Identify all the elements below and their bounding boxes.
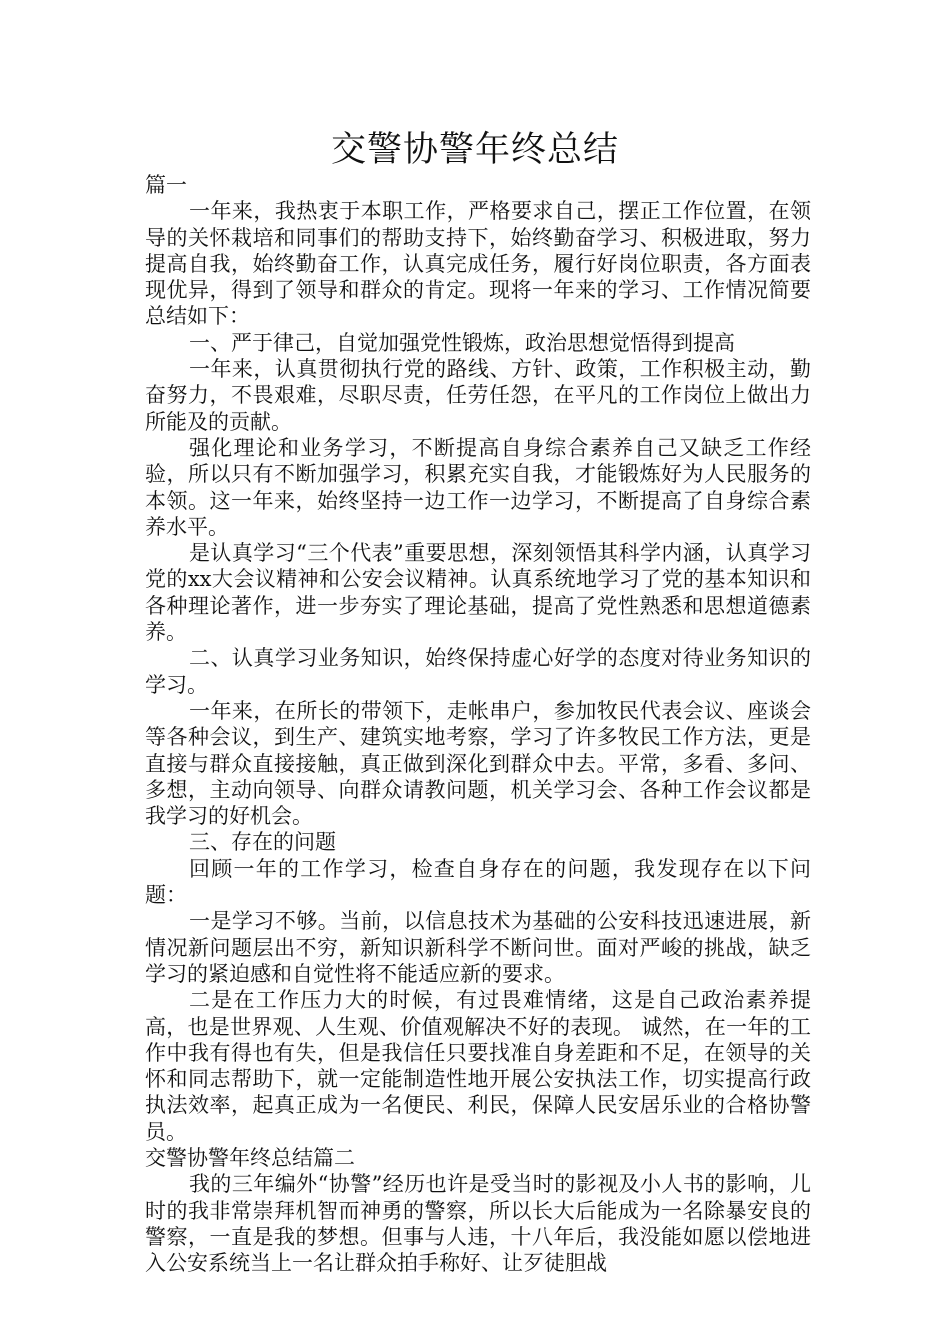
paragraph: 三、存在的问题	[189, 830, 336, 855]
paragraph: 回顾一年的工作学习，检查自身存在的问题，我发现存在以下问题：	[145, 856, 811, 908]
paragraph: 一年来，在所长的带领下，走帐串户，参加牧民代表会议、座谈会等各种会议，到生产、建筑实地考察，学习了许多牧民工作方法，更是直接与群众直接接触，真正做到深化到群众中去。平常，多看、多问、多想，主动向领导、向群众请教问题，机关学习会、各种工作会议都是我学习的好机会。	[145, 698, 811, 829]
paragraph: 一、严于律己，自觉加强党性锻炼，政治思想觉悟得到提高	[189, 330, 735, 355]
paragraph: 一是学习不够。当前，以信息技术为基础的公安科技迅速进展，新情况新问题层出不穷，新知识新科学不断问世。面对严峻的挑战，缺乏学习的紧迫感和自觉性将不能适应新的要求。	[145, 909, 811, 986]
document-body	[145, 172, 811, 1276]
paragraph: 强化理论和业务学习，不断提高自身综合素养自己又缺乏工作经验，所以只有不断加强学习，积累充实自我，才能锻炼好为人民服务的本领。这一年来，始终坚持一边工作一边学习，不断提高了自身综合素养水平。	[145, 435, 811, 539]
paragraph: 交警协警年终总结篇二	[145, 1145, 355, 1170]
paragraph: 是认真学习“三个代表”重要思想，深刻领悟其科学内涵，认真学习党的xx大会议精神和公安会议精神。认真系统地学习了党的基本知识和各种理论著作，进一步夯实了理论基础，提高了党性熟悉和思想道德素养。	[145, 541, 811, 645]
paragraph: 我的三年编外“协警”经历也许是受当时的影视及小人书的影响，儿时的我非常崇拜机智而神勇的警察，所以长大后能成为一名除暴安良的警察，一直是我的梦想。但事与人违，十八年后，我没能如愿以偿地进入公安系统当上一名让群众拍手称好、让歹徒胆战	[145, 1172, 811, 1276]
paragraph: 篇一	[145, 173, 187, 197]
paragraph: 二是在工作压力大的时候，有过畏难情绪，这是自己政治素养提高，也是世界观、人生观、价值观解决不好的表现。 诚然，在一年的工作中我有得也有失，但是我信任只要找准自身差距和不足，在领导的关怀和同志帮助下，就一定能制造性地开展公安执法工作，切实提高行政执法效率，起真正成为一名便民、利民，保障人民安居乐业的合格协警员。	[145, 988, 811, 1144]
paragraph: 二、认真学习业务知识，始终保持虚心好学的态度对待业务知识的学习。	[145, 646, 811, 697]
paragraph: 一年来，认真贯彻执行党的路线、方针、政策，工作积极主动，勤奋努力，不畏艰难，尽职尽责，任劳任怨，在平凡的工作岗位上做出力所能及的贡献。	[145, 357, 811, 434]
paragraph: 一年来，我热衷于本职工作，严格要求自己，摆正工作位置，在领导的关怀栽培和同事们的帮助支持下，始终勤奋学习、积极进取，努力提高自我，始终勤奋工作，认真完成任务，履行好岗位职责，各方面表现优异，得到了领导和群众的肯定。现将一年来的学习、工作情况简要总结如下：	[145, 199, 811, 329]
document-title: 交警协警年终总结	[330, 130, 619, 170]
